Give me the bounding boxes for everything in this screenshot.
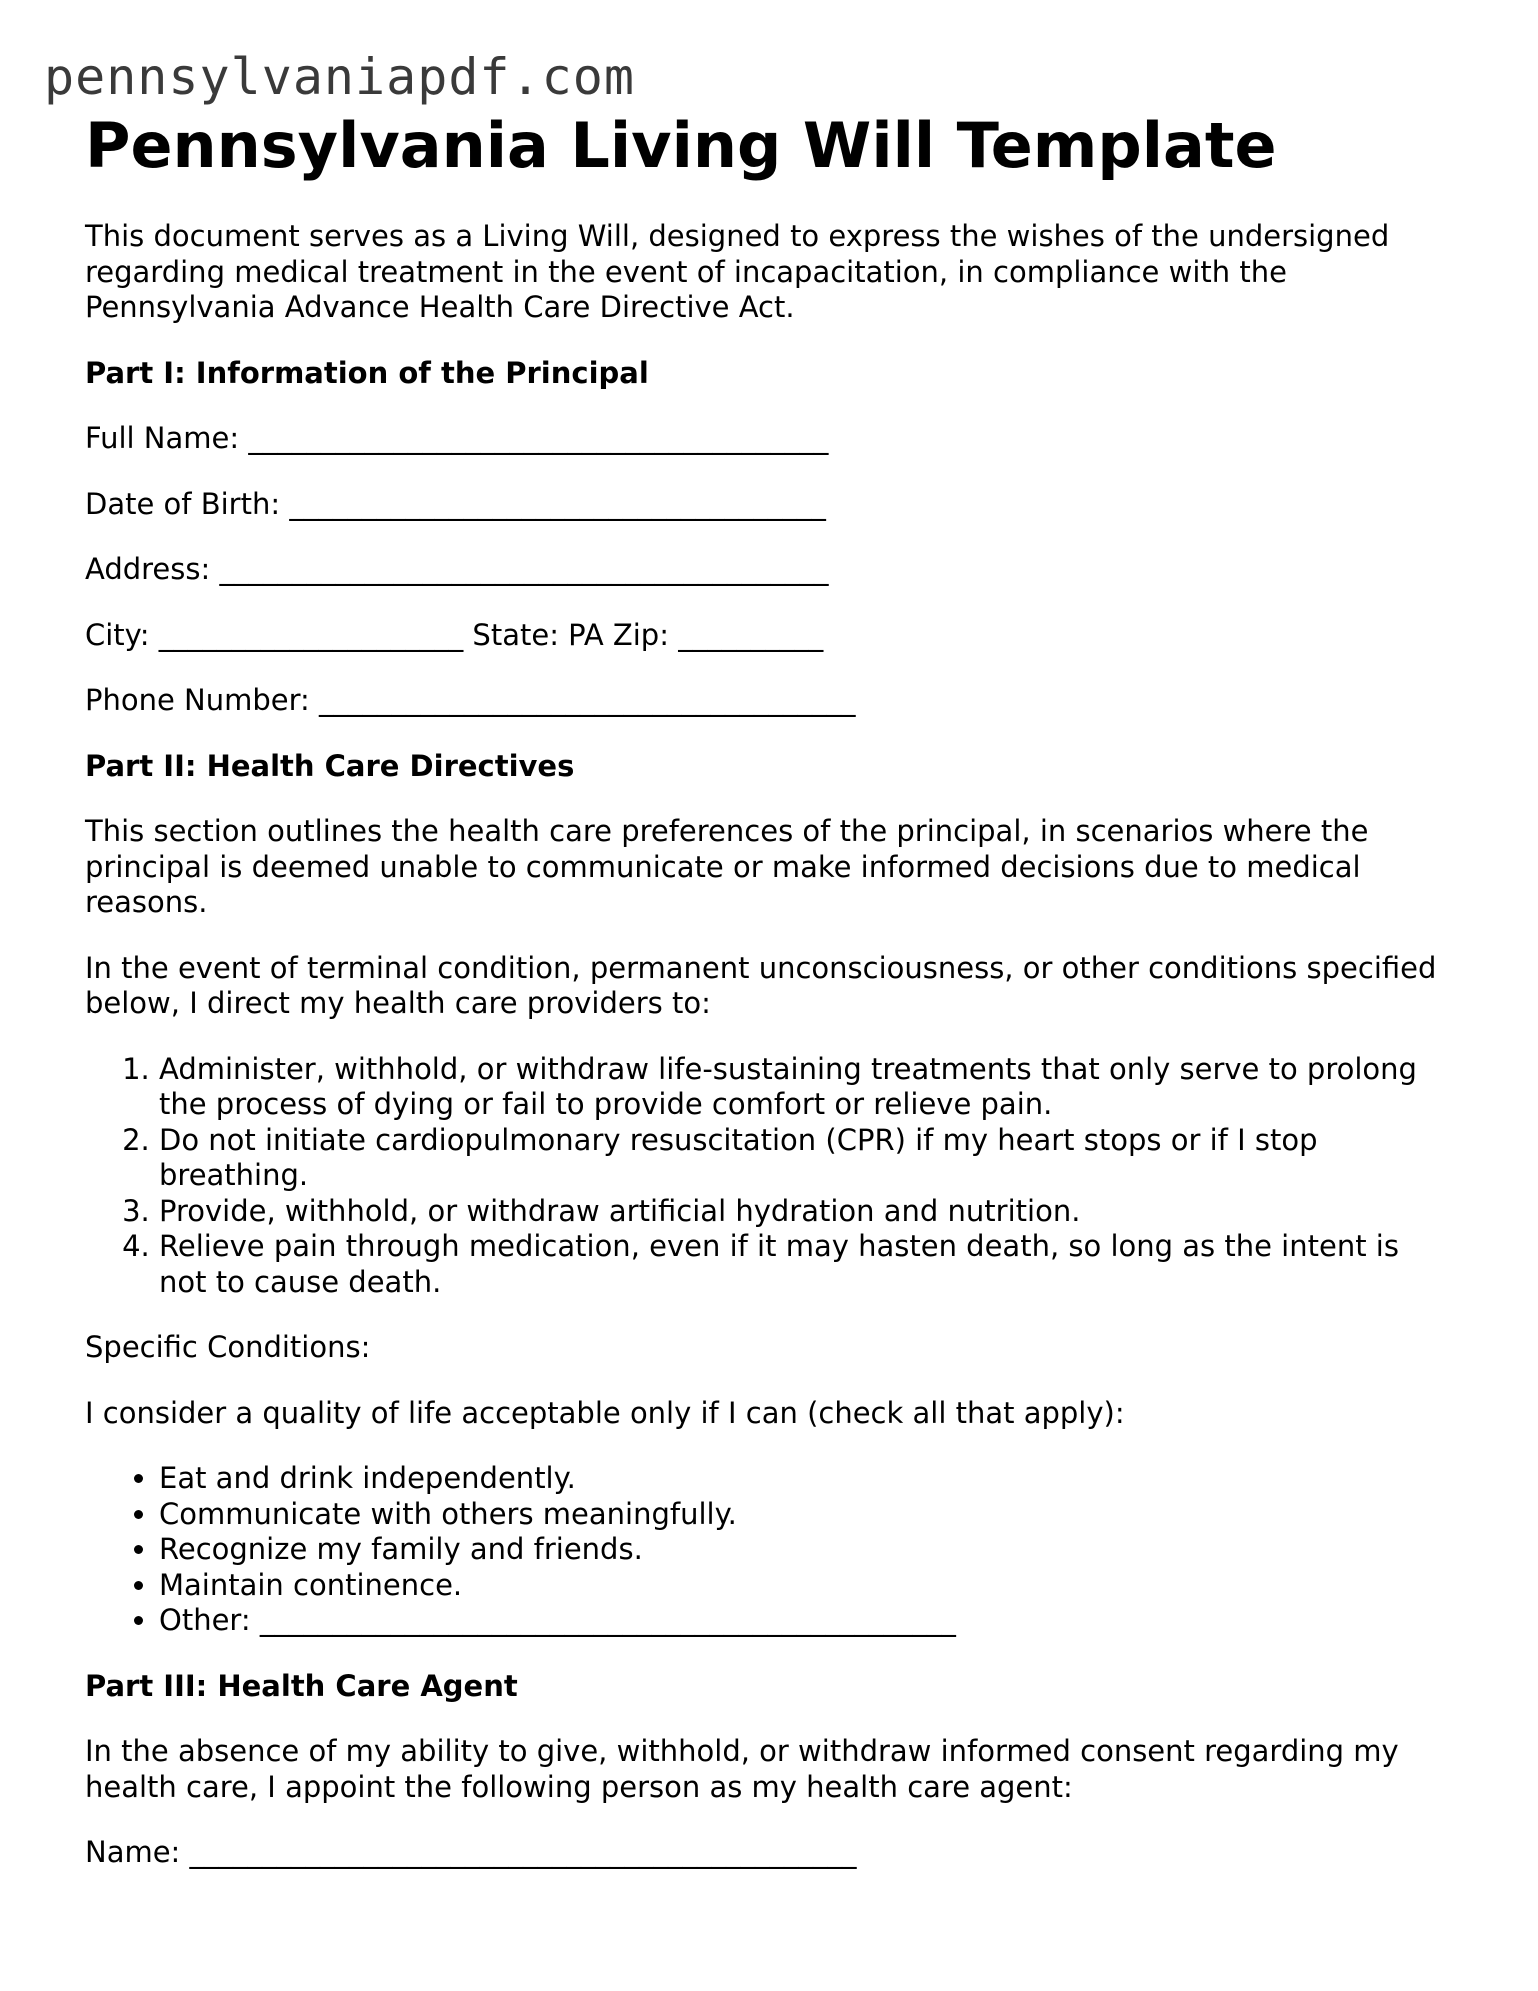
list-item: 3. Provide, withhold, or withdraw artificial hydration and nutrition. (159, 1194, 1455, 1230)
list-item: • Communicate with others meaningfully. (159, 1497, 1455, 1533)
full-name-field: Full Name: ________________________________________ (85, 421, 829, 455)
page-title: Pennsylvania Living Will Template (85, 109, 1277, 182)
part3-heading: Part III: Health Care Agent (85, 1668, 518, 1703)
specific-conditions-label: Specific Conditions: (85, 1330, 371, 1364)
phone-field: Phone Number: _____________________________________ (85, 683, 856, 717)
list-item: • Maintain continence. (159, 1568, 1455, 1604)
list-item: 2. Do not initiate cardiopulmonary resuscitation (CPR) if my heart stops or if I stop breathing. (159, 1123, 1455, 1194)
list-item: • Other: ________________________________________________ (159, 1603, 1455, 1639)
city-state-zip-field: City: _____________________ State: PA Zip: __________ (85, 617, 824, 652)
watermark: pennsylvaniapdf.com (44, 48, 635, 106)
document-page (85, 108, 1455, 1871)
part2-paragraph-1: This section outlines the health care preferences of the principal, in scenarios where the principal is deemed unable to communicate or make informed decisions due to medical reasons. (85, 814, 1369, 919)
list-item: 1. Administer, withhold, or withdraw life-sustaining treatments that only serve to prolong the process of dying or fail to provide comfort or relieve pain. (159, 1052, 1455, 1123)
quality-intro: I consider a quality of life acceptable only if I can (check all that apply): (85, 1395, 1125, 1430)
directives-list (85, 1052, 1455, 1301)
list-item: • Recognize my family and friends. (159, 1532, 1455, 1568)
agent-name-field: Name: ______________________________________________ (85, 1835, 857, 1869)
part3-paragraph: In the absence of my ability to give, withhold, or withdraw informed consent regarding my health care, I appoint the following person as my health care agent: (85, 1734, 1399, 1804)
list-item: • Eat and drink independently. (159, 1461, 1455, 1497)
part2-paragraph-2: In the event of terminal condition, permanent unconsciousness, or other conditions specified below, I direct my health care providers to: (85, 950, 1437, 1020)
part2-heading: Part II: Health Care Directives (85, 748, 575, 783)
list-item: 4. Relieve pain through medication, even if it may hasten death, so long as the intent is not to cause death. (159, 1229, 1455, 1300)
part1-heading: Part I: Information of the Principal (85, 355, 649, 390)
intro-paragraph: This document serves as a Living Will, designed to express the wishes of the undersigned regarding medical treatment in the event of incapacitation, in compliance with the Pennsylvania Advance Health Care Directive Act. (85, 219, 1390, 324)
dob-field: Date of Birth: _____________________________________ (85, 486, 826, 521)
address-field: Address: __________________________________________ (85, 552, 829, 586)
quality-list (85, 1461, 1455, 1639)
